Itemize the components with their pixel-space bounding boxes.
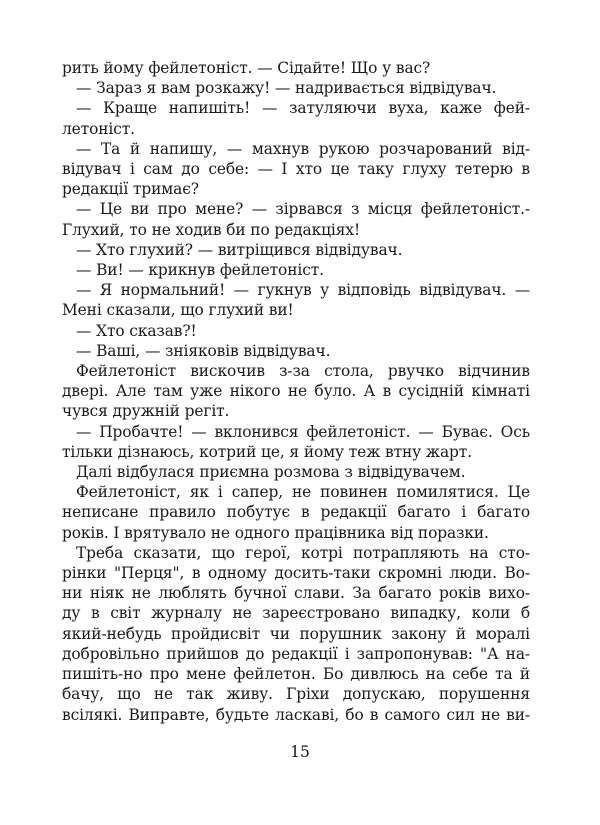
text-line: — Хто глухий? — витріщився відвідувач. [76, 240, 403, 259]
text-line: рінки "Перця", в одному досить-таки скромні люди. Во- [62, 564, 530, 583]
text-line: Мені сказали, що глухий ви! [62, 301, 294, 320]
text-line: двері. Але там уже нікого не було. А в сусідній кімнаті [62, 382, 530, 401]
text-line: ни ніяк не люблять бучної слави. За багато років вихо- [62, 584, 530, 603]
text-line: відувач і сам до себе: — І хто це таку глуху тетерю в [62, 160, 530, 179]
text-line: летоніст. [62, 119, 135, 138]
text-line: бачу, що не так живу. Гріхи допускаю, порушення [62, 685, 530, 704]
text-line: — Зараз я вам розкажу! — надривається відвідувач. [76, 79, 497, 98]
text-line: пишіть-но про мене фейлетон. Бо дивлюсь на себе та й [62, 665, 530, 684]
text-line: Треба сказати, що герої, котрі потрапляють на сто- [76, 543, 530, 562]
text-line: років. І врятувало не одного працівника від поразки. [62, 523, 489, 542]
text-line: тільки дізнаюсь, котрий це, я йому теж втну жарт. [62, 442, 473, 461]
text-line: неписане правило побутує в редакції багато і багато [62, 503, 530, 522]
text-line: Далі відбулася приємна розмова з відвідувачем. [76, 463, 466, 482]
text-line: чувся дружній регіт. [62, 402, 230, 421]
text-line: ду в світ журналу не зареєстровано випадку, коли б [62, 604, 530, 623]
text-line: — Я нормальний! — гукнув у відповідь відвідувач. — [76, 281, 530, 300]
text-line: який-небудь пройдисвіт чи порушник закону й моралі [62, 624, 530, 643]
text-line: — Це ви про мене? — зірвався з місця фейлетоніст.- [76, 200, 530, 219]
text-line: добровільно прийшов до редакції і запропонував: "А на- [62, 644, 530, 663]
text-line: Фейлетоніст вискочив з-за стола, рвучко відчинив [76, 362, 530, 381]
text-line: — Хто сказав?! [76, 321, 197, 340]
text-line: — Ваші, — зніяковів відвідувач. [76, 341, 331, 360]
text-line: всілякі. Виправте, будьте ласкаві, бо в самого сил не ви- [62, 705, 530, 724]
page-number: 15 [290, 743, 310, 761]
text-line: — Краще напишіть! — затуляючи вуха, каже фей- [76, 99, 530, 118]
page-body [62, 58, 530, 725]
text-line: — Ви! — крикнув фейлетоніст. [76, 261, 324, 280]
text-line: — Пробачте! — вклонився фейлетоніст. — Буває. Ось [76, 422, 530, 441]
text-line: — Та й напишу, — махнув рукою розчарований від- [76, 139, 530, 158]
text-line: Фейлетоніст, як і сапер, не повинен помилятися. Це [76, 483, 530, 502]
text-line: рить йому фейлетоніст. — Сідайте! Що у вас? [62, 59, 431, 77]
text-line: редакції тримає? [62, 180, 199, 199]
text-line: Глухий, то не ходив би по редакціях! [62, 220, 361, 239]
